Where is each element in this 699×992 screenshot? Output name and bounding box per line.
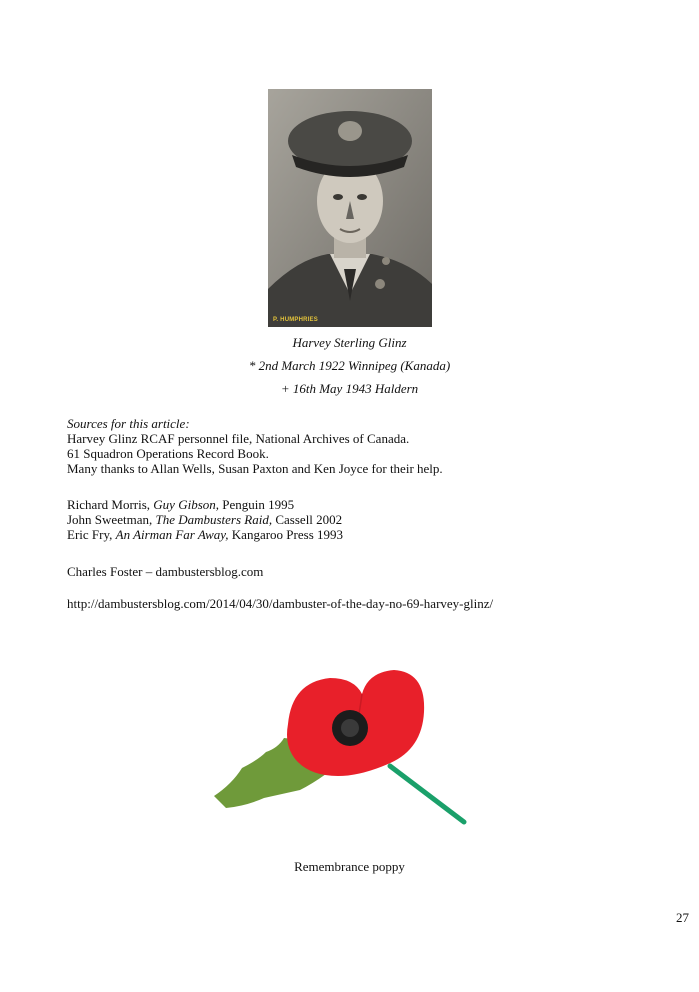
caption-death: + 16th May 1943 Haldern: [280, 381, 419, 396]
source-url[interactable]: http://dambustersblog.com/2014/04/30/dambuster-of-the-day-no-69-harvey-glinz/: [67, 596, 494, 611]
bibliography-entry: Eric Fry, An Airman Far Away, Kangaroo Press 1993: [67, 527, 344, 542]
caption-name: Harvey Sterling Glinz: [292, 335, 407, 350]
bibliography-entry: Richard Morris, Guy Gibson, Penguin 1995: [67, 497, 295, 512]
source-line: Harvey Glinz RCAF personnel file, National Archives of Canada.: [67, 431, 410, 446]
caption-birth: * 2nd March 1922 Winnipeg (Kanada): [248, 358, 451, 373]
portrait-photo: [268, 89, 432, 327]
bibliography-entry: John Sweetman, The Dambusters Raid, Cassell 2002: [67, 512, 343, 527]
sources-heading: Sources for this article:: [67, 416, 190, 431]
author-credit: Charles Foster – dambustersblog.com: [67, 564, 264, 579]
photo-credit: P. HUMPHRIES: [273, 317, 318, 323]
source-line: Many thanks to Allan Wells, Susan Paxton and Ken Joyce for their help.: [67, 461, 443, 476]
poppy-caption: Remembrance poppy: [294, 859, 405, 874]
page-number: 27: [676, 910, 689, 925]
bibliography-block: [67, 497, 343, 542]
source-line: 61 Squadron Operations Record Book.: [67, 446, 269, 461]
remembrance-poppy-image: [212, 664, 472, 828]
sources-block: [67, 416, 443, 476]
